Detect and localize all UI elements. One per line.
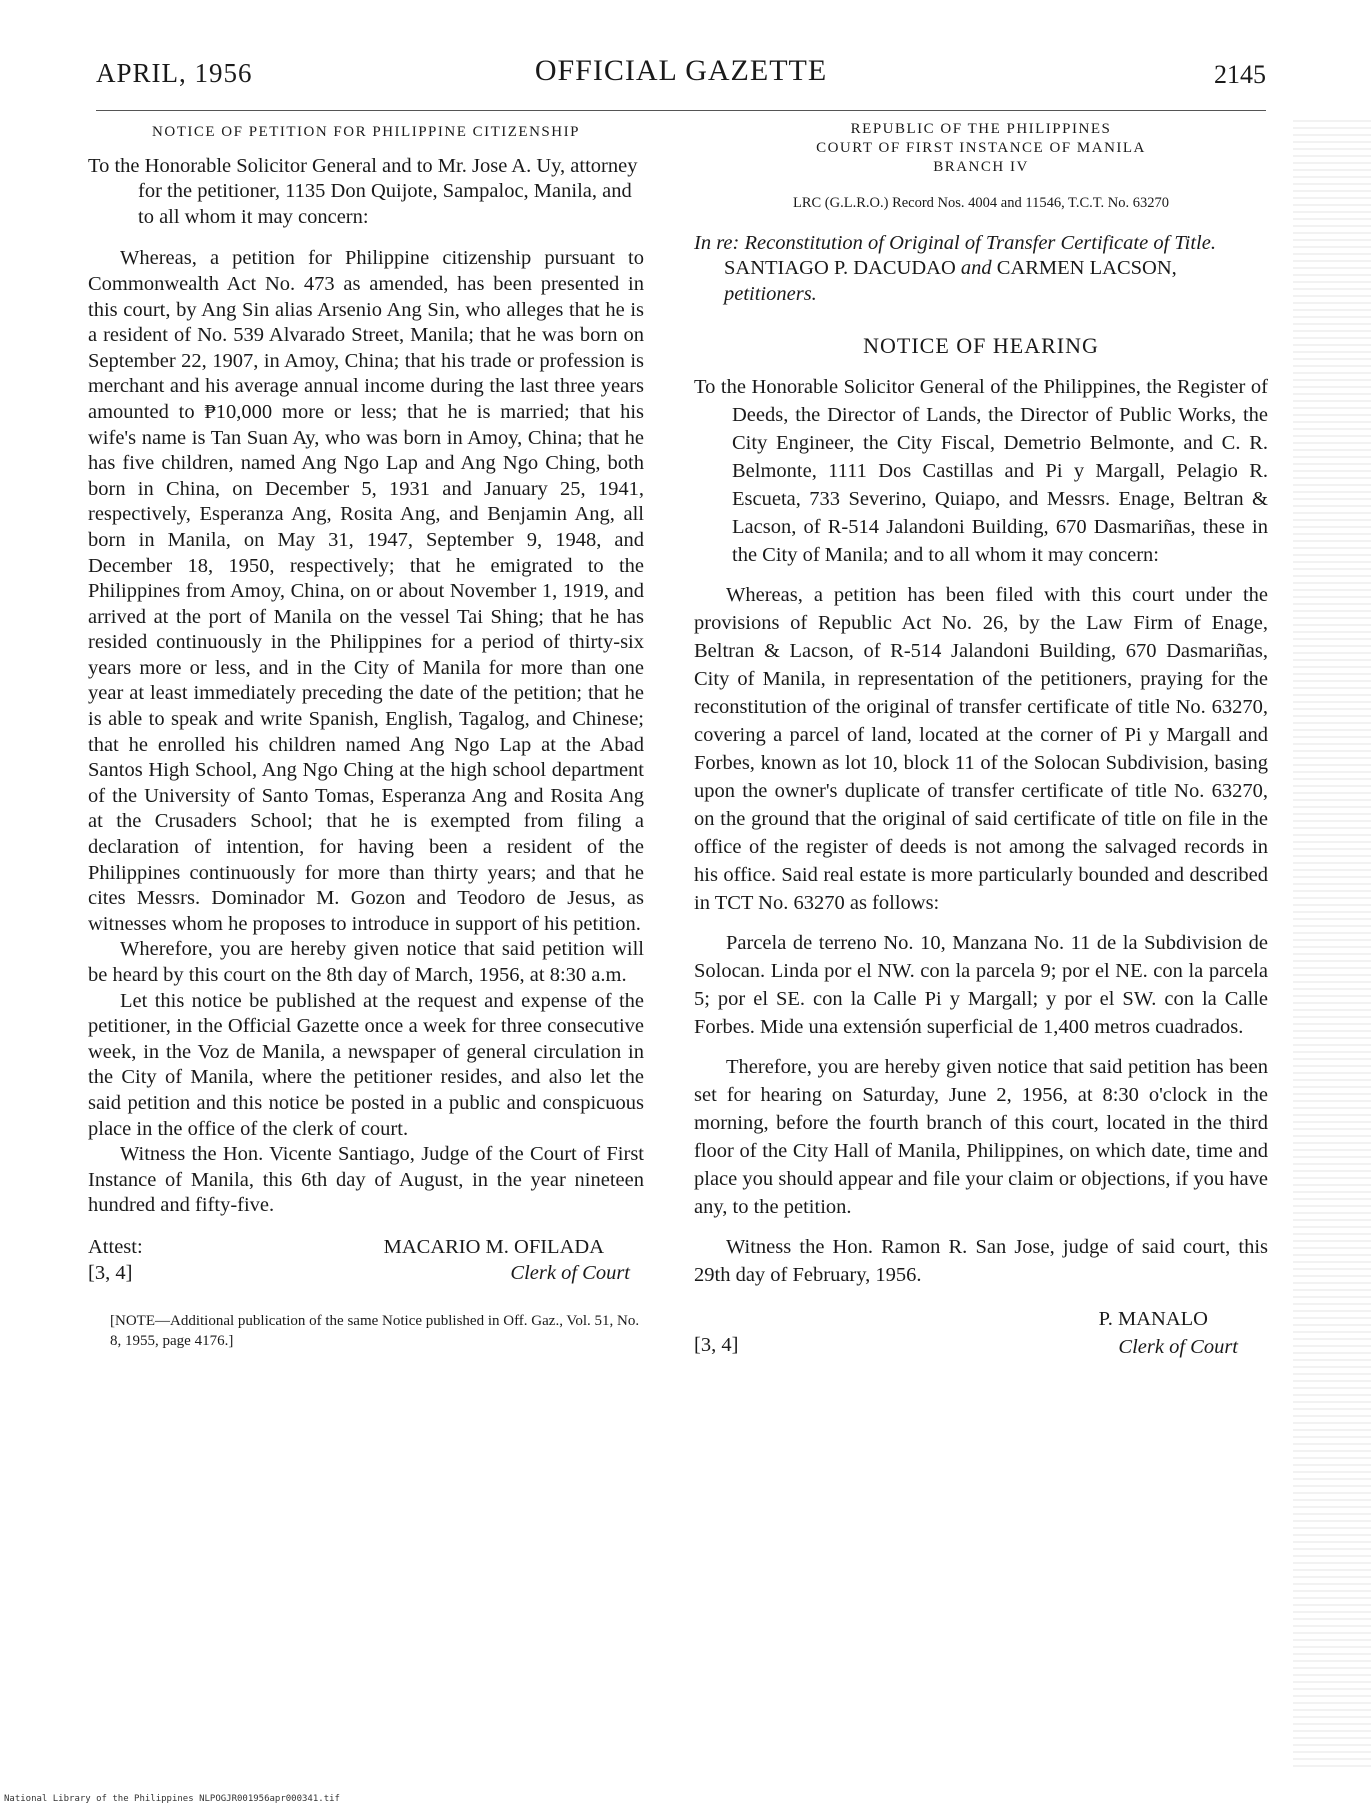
hearing-whereas: Whereas, a petition has been filed with this court under the provisions of Republic Act No. 26, by the Law Firm of Enage, Beltran & Lacson, of R-514 Jalandoni Building, 670 Dasmariñas, City of Manila, in representation of the petitioners, praying for the reconstitution of the original of transfer certificate of title No. 63270, covering a parcel of land, located at the corner of Pi y Margall and Forbes, known as lot 10, block 11 of the Solocan Subdivision, basing upon the owner's duplicate of transfer certificate of title No. 63270, on the ground that the original of said certificate of title on file in the office of the register of deeds is not among the salvaged records in his office. Said real estate is more particularly bounded and described in TCT No. 63270 as follows: xyxy=(694,583,1268,914)
notice-of-hearing-title: NOTICE OF HEARING xyxy=(863,333,1099,359)
court-name: COURT OF FIRST INSTANCE OF MANILA xyxy=(816,140,1146,156)
citizenship-whereas: Whereas, a petition for Philippine citizenship pursuant to Commonwealth Act No. 473 as amended, has been presented in this court, by Ang Sin alias Arsenio Ang Sin, who alleges that he is a resident of No. 539 Alvarado Street, Manila; that he was born on September 22, 1907, in Amoy, China; that his trade or profession is merchant and his average annual income during the last three years amounted to ₱10,000 more or less; that he is married; that his wife's name is Tan Suan Ay, who was born in Amoy, China; that he has five children, named Ang Ngo Lap and Ang Ngo Ching, both born in China, on December 5, 1931 and January 25, 1941, respectively, Esperanza Ang, Rosita Ang, and Benjamin Ang, all born in Manila, on May 31, 1947, September 9, 1948, and December 18, 1950, respectively; that he emigrated to the Philippines from Amoy, China, on or about November 1, 1919, and arrived at the port of Manila on the vessel Tai Shing; that he has resided continuously in the Philippines for a period of thirty-six years more or less, and in the City of Manila for more than one year at least immediately preceding the date of the petition; that he is able to speak and write Spanish, English, Tagalog, and Chinese; that he enrolled his children named Ang Ngo Lap at the Abad Santos High School, Ang Ngo Ching at the high school department of the University of Santo Tomas, Esperanza Ang and Rosita Ang at the Crusaders School; that he is exempted from filing a declaration of intention, for having been a resident of the Philippines continuously for more than thirty years; and that he cites Messrs. Dominador M. Gozon and Teodoro de Jesus, as witnesses whom he proposes to introduce in support of his petition. xyxy=(88,247,644,935)
court-republic: REPUBLIC OF THE PHILIPPINES xyxy=(850,121,1112,137)
citizenship-signature xyxy=(88,1235,644,1291)
hearing-therefore: Therefore, you are hereby given notice that said petition has been set for hearing on Saturday, June 2, 1956, at 8:30 o'clock in the morning, before the fourth branch of this court, located in the third floor of the City Hall of Manila, Philippines, on which date, time and place you should appear and file your claim or objections, if you have any, to the petition. xyxy=(694,1055,1268,1218)
citizenship-witness: Witness the Hon. Vicente Santiago, Judge of the Court of First Instance of Manila, this 6th day of August, in the year nineteen hundred and fifty-five. xyxy=(88,1143,644,1217)
citizenship-address: To the Honorable Solicitor General and to Mr. Jose A. Uy, attorney for the petitioner, 1135 Don Quijote, Sampaloc, Manila, and to all whom it may concern: xyxy=(88,154,638,228)
record-numbers: LRC (G.L.R.O.) Record Nos. 4004 and 11546, T.C.T. No. 63270 xyxy=(792,195,1170,211)
clerk-title: Clerk of Court xyxy=(510,1261,630,1284)
citizenship-publication: Let this notice be published at the request and expense of the petitioner, in the Official Gazette once a week for three consecutive week, in the Voz de Manila, a newspaper of general circulation in the City of Manila, where the petitioner resides, and also let the said petition and this notice be posted in a public and conspicuous place in the office of the clerk of court. xyxy=(88,989,644,1140)
clerk-name: MACARIO M. OFILADA xyxy=(383,1235,604,1258)
left-column xyxy=(88,120,644,1351)
publication-note: [NOTE—Additional publication of the same Notice published in Off. Gaz., Vol. 51, No. 8, 1955, page 4176.] xyxy=(110,1312,640,1349)
caption-and: and xyxy=(960,257,992,280)
land-description: Parcela de terreno No. 10, Manzana No. 11 de la Subdivision de Solocan. Linda por el NW. con la parcela 9; por el NE. con la parcela 5; por el SE. con la Calle Pi y Margall; y por el SW. con la Calle Forbes. Mide una extensión superficial de 1,400 metros cuadrados. xyxy=(694,931,1268,1038)
gazette-title: OFFICIAL GAZETTE xyxy=(534,54,828,87)
case-subject: In re: Reconstitution of Original of Transfer Certificate of Title. xyxy=(694,231,1216,254)
issue-numbers: [3, 4] xyxy=(88,1261,133,1284)
hearing-signature xyxy=(694,1307,1268,1367)
citizenship-wherefore: Wherefore, you are hereby given notice that said petition will be heard by this court on the 8th day of March, 1956, at 8:30 a.m. xyxy=(88,938,644,986)
clerk-name-right: P. MANALO xyxy=(1098,1307,1208,1330)
issue-date: APRIL, 1956 xyxy=(96,58,253,88)
page-header xyxy=(96,52,1266,98)
citizenship-notice-title: NOTICE OF PETITION FOR PHILIPPINE CITIZENSHIP xyxy=(152,124,580,140)
right-column xyxy=(694,120,1268,1367)
issue-numbers-right: [3, 4] xyxy=(694,1333,739,1356)
petitioner-one: SANTIAGO P. DACUDAO xyxy=(724,257,956,280)
petitioner-two: CARMEN LACSON, xyxy=(996,257,1177,280)
header-rule xyxy=(96,110,1266,111)
court-branch: BRANCH IV xyxy=(933,159,1029,175)
hearing-witness: Witness the Hon. Ramon R. San Jose, judge of said court, this 29th day of February, 1956. xyxy=(694,1235,1268,1286)
attest-label: Attest: xyxy=(88,1235,143,1258)
petitioners-label: petitioners. xyxy=(724,282,817,305)
scan-noise-margin xyxy=(1293,120,1371,1770)
clerk-title-right: Clerk of Court xyxy=(1118,1335,1238,1358)
page-number: 2145 xyxy=(1214,60,1266,89)
case-caption xyxy=(694,231,1268,308)
hearing-address: To the Honorable Solicitor General of the Philippines, the Register of Deeds, the Director of Lands, the Director of Public Works, the City Engineer, the City Fiscal, Demetrio Belmonte, and C. R. Belmonte, 1111 Dos Castillas and Pi y Margall, Pelagio R. Escueta, 733 Severino, Quiapo, and Messrs. Enage, Beltran & Lacson, of R-514 Jalandoni Building, 670 Dasmariñas, these in the City of Manila; and to all whom it may concern: xyxy=(694,375,1268,566)
scan-footer: National Library of the Philippines NLPOGJR001956apr000341.tif xyxy=(4,1794,340,1804)
